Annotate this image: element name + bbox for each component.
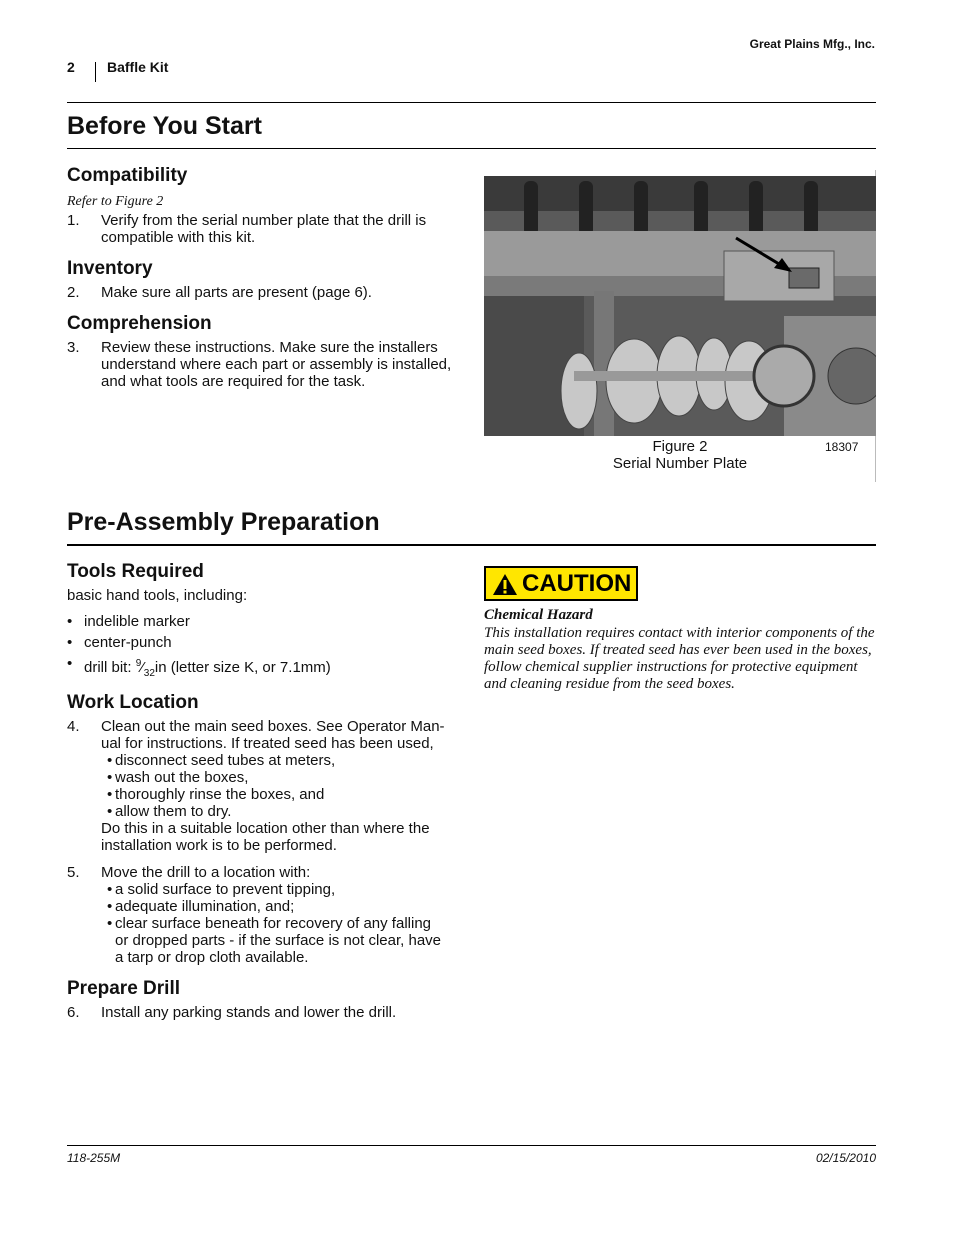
header-separator bbox=[95, 62, 96, 82]
caution-label-box bbox=[484, 566, 638, 601]
document-number: 118-255M bbox=[67, 1151, 121, 1165]
step-number: 3. bbox=[67, 339, 80, 356]
step-4-sublist bbox=[107, 752, 462, 820]
step-number: 6. bbox=[67, 1004, 80, 1021]
list-item: • disconnect seed tubes at meters, bbox=[107, 752, 462, 769]
step-1 bbox=[67, 212, 462, 246]
heading-comprehension: Comprehension bbox=[67, 313, 212, 334]
list-item: • allow them to dry. bbox=[107, 803, 462, 820]
step-number: 5. bbox=[67, 864, 80, 881]
page-number: 2 bbox=[67, 59, 75, 75]
step-text: Verify from the serial number plate that the drill is compatible with this kit. bbox=[101, 212, 427, 246]
step-number: 2. bbox=[67, 284, 80, 301]
list-item: • indelible marker bbox=[67, 613, 331, 630]
heading-work-location: Work Location bbox=[67, 692, 199, 713]
list-item: • adequate illumination, and; bbox=[107, 898, 447, 915]
fraction-numerator: 9 bbox=[135, 658, 142, 669]
caution-label: CAUTION bbox=[522, 570, 632, 597]
list-item: • drill bit: $^9⁄_{32}in$ (letter size K, or 7.1mm) bbox=[67, 655, 331, 682]
list-item: • wash out the boxes, bbox=[107, 769, 462, 786]
drill-prefix: drill bit: bbox=[84, 659, 136, 676]
list-item: • clear surface beneath for recovery of any falling or dropped parts - if the surface is not clear, have a tarp or drop cloth available. bbox=[107, 915, 447, 966]
caution-title: Chemical Hazard bbox=[484, 607, 593, 623]
footer-rule bbox=[67, 1145, 876, 1146]
figure-caption bbox=[484, 438, 876, 472]
list-item: • center-punch bbox=[67, 634, 331, 651]
step-note: Do this in a suitable location other than where the installation work is to be performed. bbox=[101, 820, 430, 854]
figure-caption-text: Serial Number Plate bbox=[612, 455, 748, 472]
step-6 bbox=[67, 1004, 462, 1021]
heading-tools-required: Tools Required bbox=[67, 561, 204, 582]
serial-number-plate-photo bbox=[484, 176, 876, 436]
tools-list bbox=[67, 613, 331, 686]
tools-intro: basic hand tools, including: bbox=[67, 587, 248, 604]
section-rule bbox=[67, 544, 876, 546]
company-name: Great Plains Mfg., Inc. bbox=[749, 37, 875, 51]
step-3 bbox=[67, 339, 462, 390]
heading-compatibility: Compatibility bbox=[67, 165, 188, 186]
step-text: Make sure all parts are present (page 6). bbox=[101, 284, 372, 301]
step-text: Install any parking stands and lower the drill. bbox=[101, 1004, 397, 1021]
step-4 bbox=[67, 718, 462, 854]
section-rule bbox=[67, 148, 876, 149]
figure-reference: Refer to Figure 2 bbox=[67, 194, 164, 209]
figure-number: 18307 bbox=[825, 440, 859, 454]
section-title-pre-assembly: Pre-Assembly Preparation bbox=[67, 508, 380, 536]
step-5 bbox=[67, 864, 462, 966]
step-text: Review these instructions. Make sure the installers understand where each part or assembly is installed, and what tools are required for the task. bbox=[101, 339, 452, 390]
document-title: Baffle Kit bbox=[107, 59, 169, 75]
warning-triangle-icon bbox=[492, 573, 518, 601]
heading-inventory: Inventory bbox=[67, 258, 153, 279]
heading-prepare-drill: Prepare Drill bbox=[67, 978, 180, 999]
fraction-denominator: 32 bbox=[143, 668, 155, 679]
step-text: Clean out the main seed boxes. See Operator Man-ual for instructions. If treated seed has been used, bbox=[101, 718, 445, 752]
list-item: • thoroughly rinse the boxes, and bbox=[107, 786, 462, 803]
step-number: 1. bbox=[67, 212, 80, 229]
step-text: Move the drill to a location with: bbox=[101, 864, 311, 881]
caution-body: This installation requires contact with interior components of the main seed boxes. If treated seed has ever been used in the boxes, follow chemical supplier instructions for protective equipment and cleaning residue from the seed boxes. bbox=[484, 625, 875, 692]
step-number: 4. bbox=[67, 718, 80, 735]
list-item: • a solid surface to prevent tipping, bbox=[107, 881, 447, 898]
document-date: 02/15/2010 bbox=[815, 1151, 876, 1165]
header-rule bbox=[67, 102, 876, 103]
figure-label: Figure 2 bbox=[652, 438, 708, 455]
step-2 bbox=[67, 284, 462, 301]
section-title-before-you-start: Before You Start bbox=[67, 112, 262, 140]
drill-suffix: in (letter size K, or 7.1mm) bbox=[154, 659, 331, 676]
step-5-sublist bbox=[107, 881, 447, 966]
